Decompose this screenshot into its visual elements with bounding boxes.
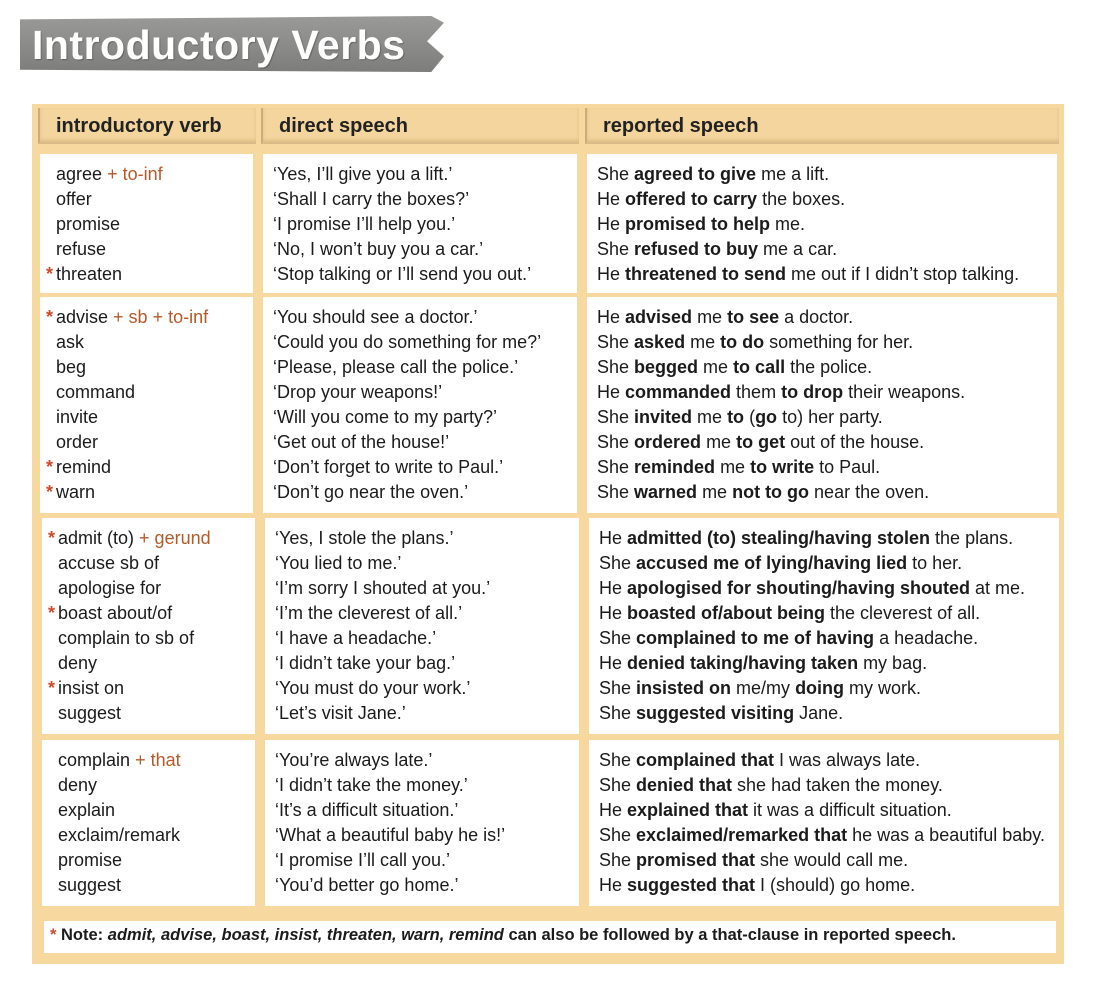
reported-text: He [599,800,628,820]
direct-speech-line: ‘I’m sorry I shouted at you.’ [275,578,491,598]
reported-text: me out if I didn’t stop talking. [786,264,1020,284]
reported-speech-line [599,551,1059,576]
header-direct-speech: direct speech [261,108,579,144]
reported-text: it was a difficult situation. [748,800,952,820]
reported-verb-phrase: to [727,407,745,427]
reported-text: near the oven. [809,482,930,502]
reported-text: he was a beautiful baby. [847,825,1045,845]
reported-text: out of the house. [785,432,925,452]
reported-verb-phrase: not to go [732,482,810,502]
reported-text: me [692,307,728,327]
verb-item [48,526,255,551]
verb-item [58,798,255,823]
verb-text: command [56,382,136,402]
reported-verb-phrase: suggested that [627,875,756,895]
reported-text: me [685,332,721,352]
reported-text: She [599,825,637,845]
verb-item [58,651,255,676]
direct-speech-line: ‘Will you come to my party?’ [273,407,498,427]
reported-text: something for her. [764,332,914,352]
direct-speech-line: ‘You’d better go home.’ [275,875,459,895]
verb-text: remind [56,457,112,477]
reported-speech-line [597,355,1057,380]
reported-verb-phrase: begged [634,357,699,377]
reported-cell-group-1 [587,154,1057,293]
direct-speech-line: ‘Please, please call the police.’ [273,357,519,377]
direct-speech-line: ‘Stop talking or I’ll send you out.’ [273,264,532,284]
reported-text: He [597,214,626,234]
direct-speech-line: ‘Shall I carry the boxes?’ [273,189,470,209]
reported-text: She [597,332,635,352]
reported-text: She [597,407,635,427]
verb-text: promise [58,850,123,870]
verb-item [58,873,255,898]
reported-speech-line [597,380,1057,405]
verb-text: deny [58,653,98,673]
reported-verb-phrase: to drop [781,382,844,402]
verb-text: explain [58,800,116,820]
reported-verb-phrase: doing [795,678,845,698]
reported-verb-phrase: admitted (to) stealing/having stolen [627,528,931,548]
reported-text: He [597,307,626,327]
direct-speech-line: ‘It’s a difficult situation.’ [275,800,459,820]
reported-text: She [597,482,635,502]
verb-text: deny [58,775,98,795]
direct-speech-line: ‘I’m the cleverest of all.’ [275,603,463,623]
reported-text: me/my [731,678,796,698]
reported-verb-phrase: commanded [625,382,732,402]
reported-speech-line [597,212,1057,237]
verb-text: exclaim/remark [58,825,181,845]
header-reported-speech: reported speech [585,108,1059,144]
reported-speech-line [597,162,1057,187]
reported-speech-line [599,748,1059,773]
reported-text: He [599,528,628,548]
reported-text: She [597,457,635,477]
reported-text: She [597,357,635,377]
verb-item [48,676,255,701]
reported-verb-phrase: denied taking/having taken [627,653,859,673]
reported-verb-phrase: refused to buy [634,239,759,259]
reported-text: me a lift. [756,164,830,184]
reported-text: me. [770,214,806,234]
reported-text: the cleverest of all. [825,603,981,623]
direct-speech-line: ‘You’re always late.’ [275,750,433,770]
verb-item [56,355,253,380]
reported-verb-phrase: agreed to give [634,164,757,184]
verb-text: boast about/of [58,603,173,623]
verb-item [58,701,255,726]
reported-text: the boxes. [757,189,846,209]
verb-text: beg [56,357,87,377]
verb-item [58,823,255,848]
reported-speech-line [599,676,1059,701]
verb-text: threaten [56,264,123,284]
reported-verb-phrase: to get [736,432,786,452]
reported-cell-group-2 [587,297,1057,513]
asterisk-icon: * [46,457,54,477]
verb-item [48,601,255,626]
direct-speech-line: ‘I promise I’ll help you.’ [273,214,456,234]
direct-speech-line: ‘Don’t go near the oven.’ [273,482,469,502]
verb-item [56,380,253,405]
reported-verb-phrase: complained that [636,750,775,770]
verb-item [58,848,255,873]
verb-text: offer [56,189,92,209]
reported-text: a doctor. [779,307,854,327]
reported-text: me a car. [758,239,838,259]
reported-text: me [698,357,734,377]
verb-item [46,262,253,287]
verb-text: refuse [56,239,107,259]
reported-text: He [597,189,626,209]
verb-cell-group-3 [42,518,255,734]
asterisk-icon: * [48,678,56,698]
reported-verb-phrase: insisted on [636,678,732,698]
reported-text: She [599,850,637,870]
reported-speech-line [599,526,1059,551]
direct-cell-group-2 [263,297,577,513]
reported-text: He [599,578,628,598]
direct-cell-group-4 [265,740,579,906]
verb-pattern: + gerund [139,528,211,548]
verb-item [46,455,253,480]
verb-item [46,480,253,505]
note-label: Note: [61,926,104,944]
verb-cell-group-4 [42,740,255,906]
reported-text: She [597,432,635,452]
reported-text: She [597,239,635,259]
reported-text: she would call me. [755,850,909,870]
reported-text: ( [744,407,756,427]
verb-pattern: + that [135,750,181,770]
reported-cell-group-3 [589,518,1059,734]
reported-text: She [599,703,637,723]
verb-text: promise [56,214,121,234]
page-title: Introductory Verbs [32,22,406,68]
verb-item [46,305,253,330]
reported-text: me [715,457,751,477]
direct-speech-line: ‘Let’s visit Jane.’ [275,703,406,723]
reported-text: to Paul. [814,457,881,477]
direct-speech-line: ‘I didn’t take the money.’ [275,775,468,795]
asterisk-icon: * [48,603,56,623]
reported-text: I (should) go home. [755,875,916,895]
reported-speech-line [599,701,1059,726]
reported-verb-phrase: asked [634,332,686,352]
reported-speech-line [599,798,1059,823]
reported-text: she had taken the money. [732,775,943,795]
reported-text: He [599,875,628,895]
reported-speech-line [597,430,1057,455]
verb-item [58,551,255,576]
reported-text: She [599,553,637,573]
direct-speech-line: ‘Yes, I’ll give you a lift.’ [273,164,453,184]
verb-item [56,405,253,430]
reported-verb-phrase: go [755,407,778,427]
direct-speech-line: ‘What a beautiful baby he is!’ [275,825,506,845]
verb-text: suggest [58,875,122,895]
reported-verb-phrase: reminded [634,457,716,477]
verb-item [56,162,253,187]
verb-item [56,212,253,237]
direct-speech-line: ‘You should see a doctor.’ [273,307,478,327]
reported-verb-phrase: exclaimed/remarked that [636,825,848,845]
asterisk-icon: * [48,528,56,548]
reported-verb-phrase: promised to help [625,214,771,234]
direct-cell-group-1 [263,154,577,293]
reported-text: to) her party. [777,407,883,427]
asterisk-icon: * [46,482,54,502]
reported-text: She [597,164,635,184]
note-text: can also be followed by a that-clause in reported speech. [508,926,956,944]
reported-speech-line [597,330,1057,355]
reported-text: to her. [907,553,963,573]
direct-speech-line: ‘Drop your weapons!’ [273,382,443,402]
reported-text: She [599,750,637,770]
direct-speech-line: ‘No, I won’t buy you a car.’ [273,239,484,259]
reported-verb-phrase: to do [720,332,765,352]
verb-text: insist on [58,678,125,698]
direct-cell-group-3 [265,518,579,734]
reported-verb-phrase: offered to carry [625,189,758,209]
verb-cell-group-1 [40,154,253,293]
asterisk-icon: * [46,264,54,284]
reported-text: He [599,653,628,673]
footnote [44,921,1056,953]
direct-speech-line: ‘I have a headache.’ [275,628,437,648]
verb-text: warn [56,482,96,502]
verb-item [56,237,253,262]
reported-speech-line [597,262,1057,287]
verb-item [58,748,255,773]
reported-text: me [692,407,728,427]
verb-pattern: + sb + to-inf [113,307,209,327]
reported-cell-group-4 [589,740,1059,906]
reported-text: my work. [844,678,922,698]
reported-speech-line [599,873,1059,898]
reported-text: He [597,382,626,402]
reported-text: me [697,482,733,502]
reported-speech-line [597,480,1057,505]
reported-text: He [597,264,626,284]
verb-item [56,430,253,455]
reported-speech-line [597,305,1057,330]
asterisk-icon: * [46,307,54,327]
reported-verb-phrase: complained to me of having [636,628,875,648]
direct-speech-line: ‘I didn’t take your bag.’ [275,653,456,673]
reported-verb-phrase: suggested visiting [636,703,795,723]
reported-verb-phrase: to call [733,357,786,377]
reported-verb-phrase: to see [727,307,780,327]
reported-text: She [599,775,637,795]
reported-verb-phrase: denied that [636,775,733,795]
verb-item [56,187,253,212]
direct-speech-line: ‘Could you do something for me?’ [273,332,542,352]
verb-text: invite [56,407,99,427]
verb-text: accuse sb of [58,553,160,573]
reported-text: She [599,678,637,698]
direct-speech-line: ‘Don’t forget to write to Paul.’ [273,457,504,477]
reported-verb-phrase: accused me of lying/having lied [636,553,908,573]
reported-verb-phrase: warned [634,482,698,502]
reported-text: their weapons. [843,382,966,402]
note-verbs: admit, advise, boast, insist, threaten, warn, remind [107,926,504,944]
reported-speech-line [599,576,1059,601]
verb-text: complain to sb of [58,628,195,648]
reported-text: He [599,603,628,623]
reported-text: Jane. [794,703,844,723]
verb-text: ask [56,332,85,352]
reported-text: them [731,382,782,402]
reported-verb-phrase: threatened to send [625,264,787,284]
reported-speech-line [599,823,1059,848]
reported-text: She [599,628,637,648]
reported-verb-phrase: invited [634,407,693,427]
reported-text: I was always late. [774,750,921,770]
reported-text: a headache. [874,628,979,648]
reported-verb-phrase: promised that [636,850,756,870]
verb-text: admit (to) [58,528,135,548]
verb-item [58,626,255,651]
reported-speech-line [597,405,1057,430]
reported-speech-line [599,626,1059,651]
verb-item [56,330,253,355]
direct-speech-line: ‘I promise I’ll call you.’ [275,850,451,870]
reported-text: my bag. [858,653,928,673]
reported-speech-line [597,237,1057,262]
verb-item [58,773,255,798]
reported-text: the plans. [930,528,1014,548]
reported-speech-line [599,651,1059,676]
reported-verb-phrase: apologised for shouting/having shouted [627,578,971,598]
reported-speech-line [599,773,1059,798]
reported-speech-line [597,187,1057,212]
reported-verb-phrase: boasted of/about being [627,603,826,623]
verb-cell-group-2 [40,297,253,513]
verb-item [58,576,255,601]
reported-text: at me. [970,578,1026,598]
reported-speech-line [599,601,1059,626]
reported-speech-line [599,848,1059,873]
verb-text: order [56,432,99,452]
direct-speech-line: ‘Get out of the house!’ [273,432,450,452]
verb-text: advise [56,307,109,327]
direct-speech-line: ‘Yes, I stole the plans.’ [275,528,454,548]
verb-text: agree [56,164,103,184]
header-introductory-verb: introductory verb [38,108,256,144]
reported-verb-phrase: advised [625,307,693,327]
reported-speech-line [597,455,1057,480]
verb-text: apologise for [58,578,162,598]
reported-verb-phrase: ordered [634,432,702,452]
reported-verb-phrase: to write [750,457,815,477]
note-asterisk: * [50,926,57,944]
verb-text: complain [58,750,131,770]
reported-verb-phrase: explained that [627,800,749,820]
direct-speech-line: ‘You lied to me.’ [275,553,402,573]
reported-text: me [701,432,737,452]
reported-text: the police. [785,357,873,377]
direct-speech-line: ‘You must do your work.’ [275,678,471,698]
verb-text: suggest [58,703,122,723]
verb-pattern: + to-inf [107,164,163,184]
